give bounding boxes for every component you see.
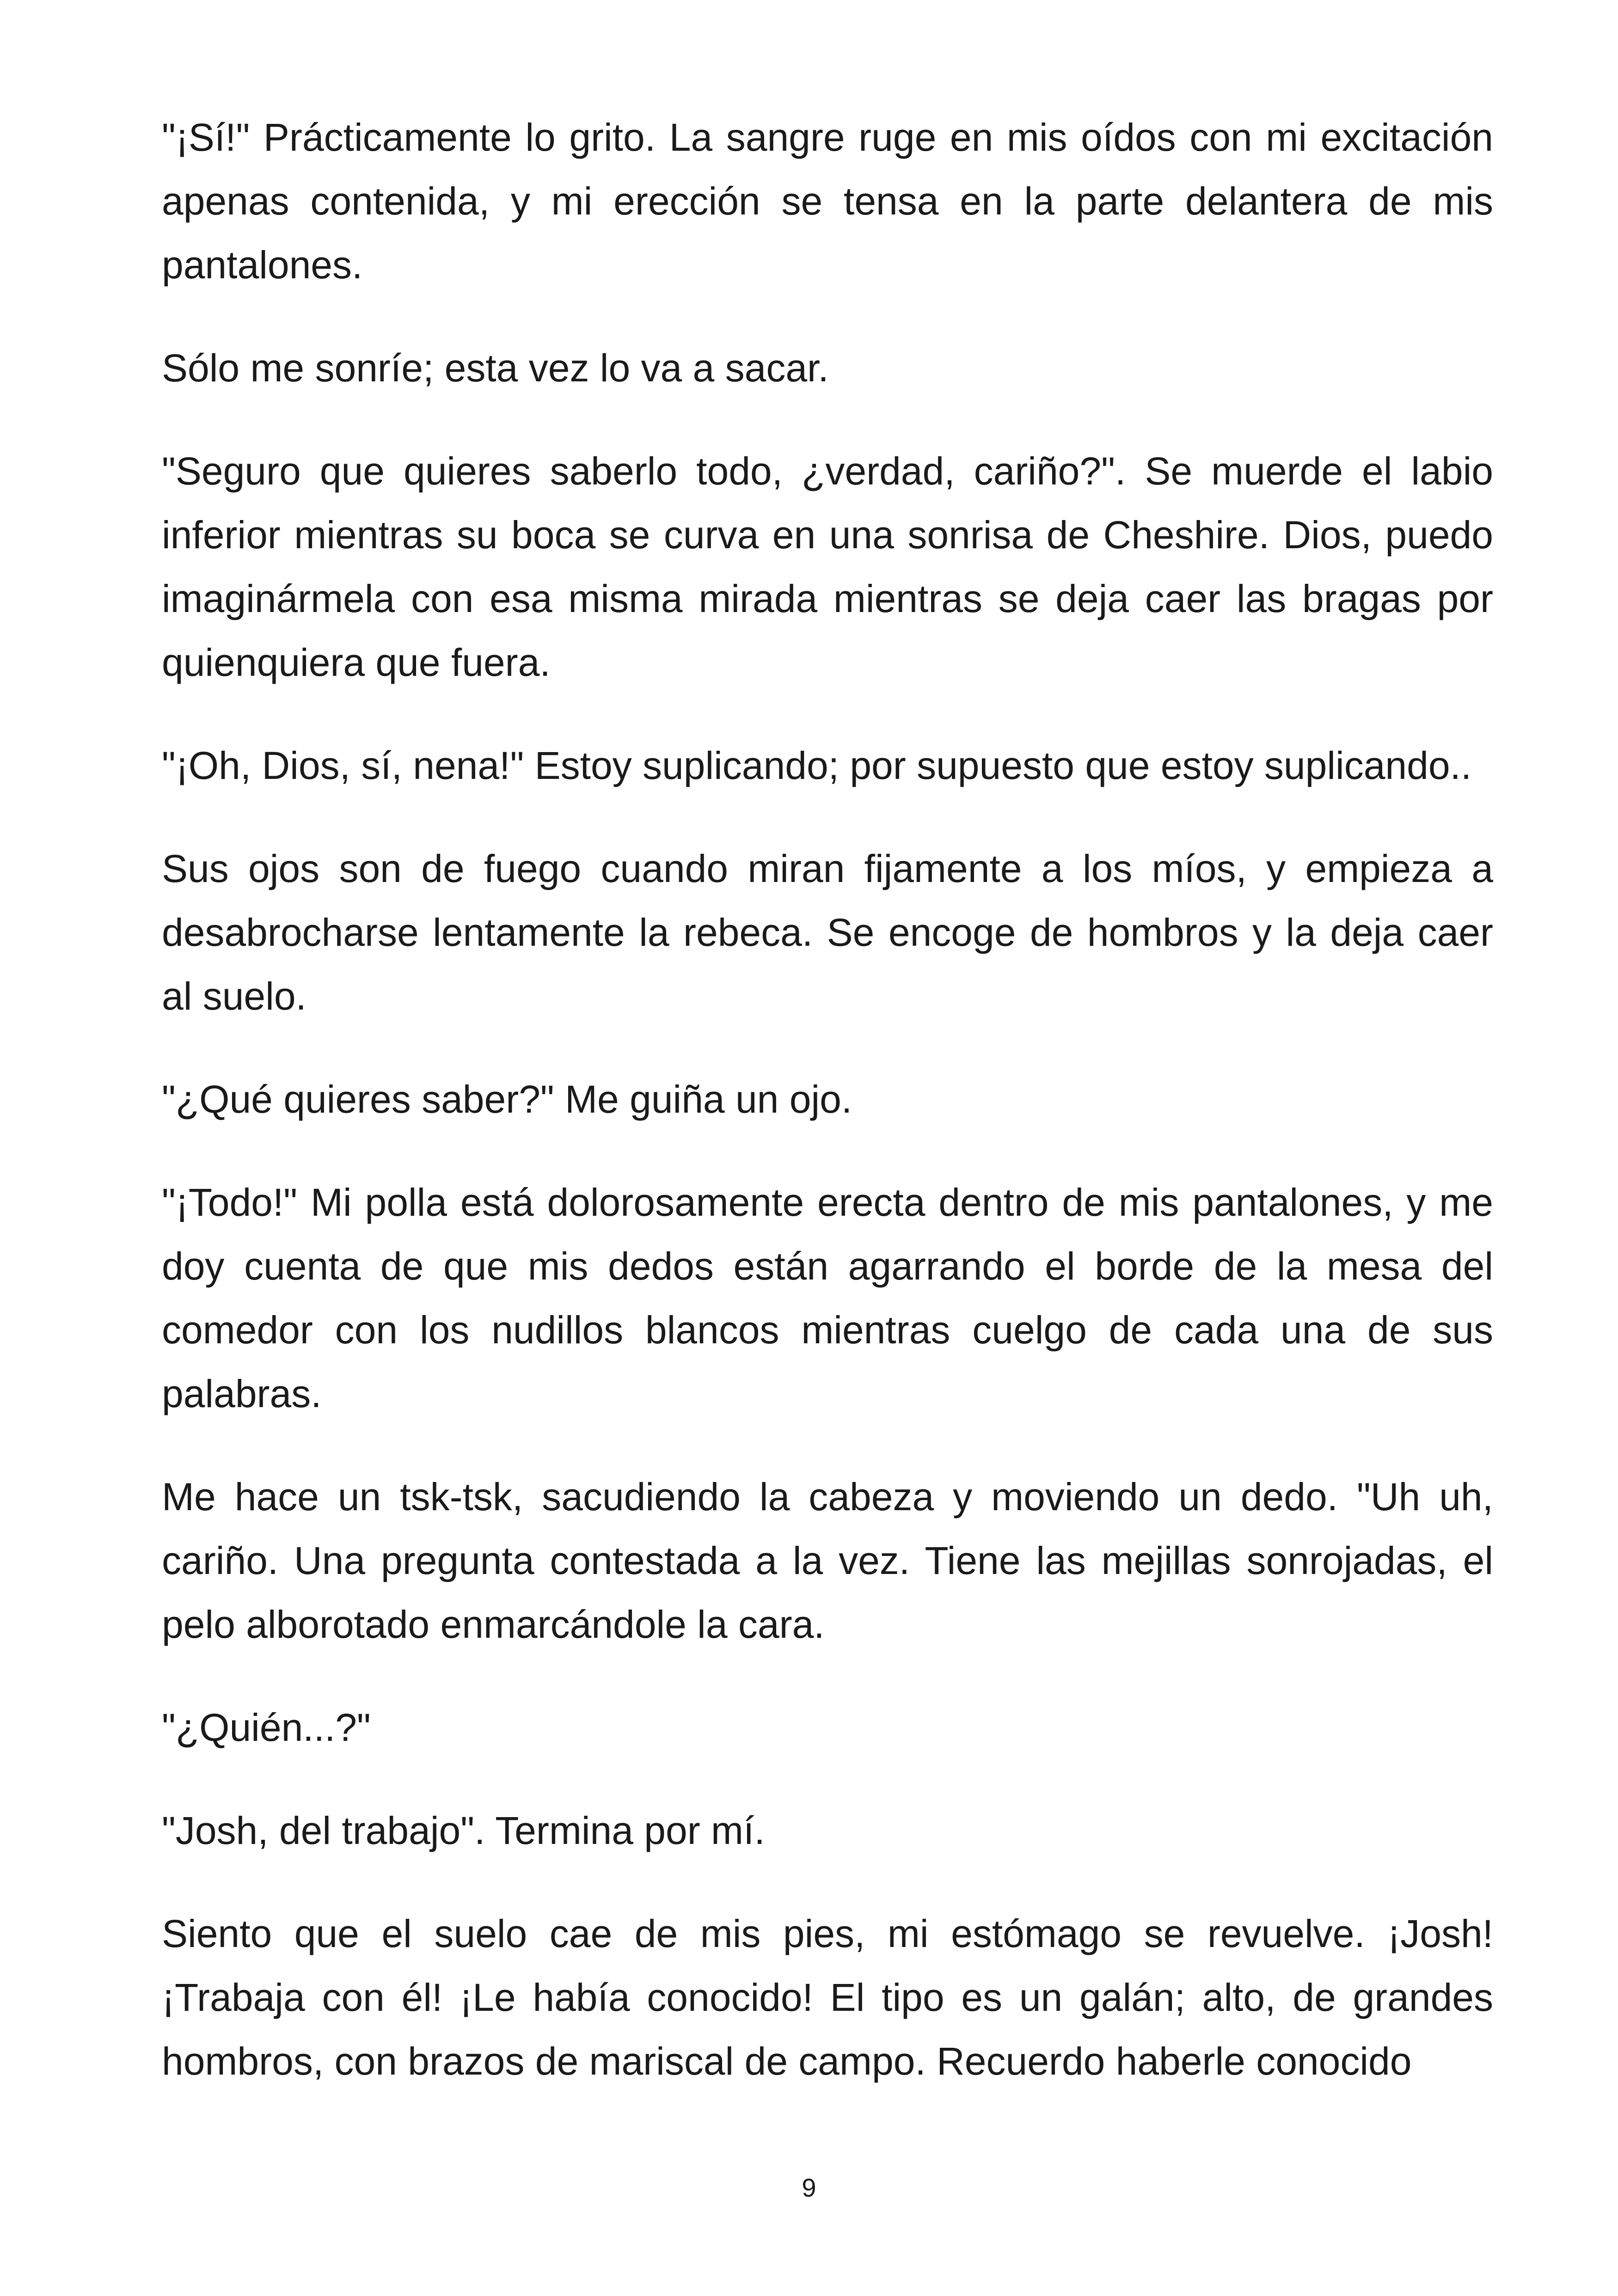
paragraph: "¿Qué quieres saber?" Me guiña un ojo. bbox=[162, 1078, 852, 1121]
paragraph: "¿Quién...?" bbox=[162, 1706, 371, 1749]
paragraph: "Seguro que quieres saberlo todo, ¿verdad, cariño?". Se muerde el labio inferior mientras su boca se curva en una sonrisa de Cheshire. Dios, puedo imaginármela con esa misma mirada mientras se deja caer las bragas por quienquiera que fuera. bbox=[162, 449, 1493, 684]
paragraph: Me hace un tsk-tsk, sacudiendo la cabeza y moviendo un dedo. "Uh uh, cariño. Una pregunta contestada a la vez. Tiene las mejillas sonrojadas, el pelo alborotado enmarcándole la cara. bbox=[162, 1475, 1493, 1646]
body-text bbox=[162, 105, 1493, 2132]
paragraph: "¡Todo!" Mi polla está dolorosamente erecta dentro de mis pantalones, y me doy cuenta de que mis dedos están agarrando el borde de la mesa del comedor con los nudillos blancos mientras cuelgo de cada una de sus palabras. bbox=[162, 1181, 1493, 1415]
paragraph: "Josh, del trabajo". Termina por mí. bbox=[162, 1809, 765, 1852]
paragraph: Siento que el suelo cae de mis pies, mi estómago se revuelve. ¡Josh! ¡Trabaja con él! ¡Le había conocido! El tipo es un galán; alto, de grandes hombros, con brazos de mariscal de campo. Recuerdo haberle conocido bbox=[162, 1912, 1493, 2083]
paragraph: Sólo me sonríe; esta vez lo va a sacar. bbox=[162, 346, 829, 390]
paragraph: "¡Sí!" Prácticamente lo grito. La sangre ruge en mis oídos con mi excitación apenas contenida, y mi erección se tensa en la parte delantera de mis pantalones. bbox=[162, 116, 1493, 287]
page-number: 9 bbox=[802, 2173, 816, 2202]
paragraph: Sus ojos son de fuego cuando miran fijamente a los míos, y empieza a desabrocharse lentamente la rebeca. Se encoge de hombros y la deja caer al suelo. bbox=[162, 847, 1493, 1018]
paragraph: "¡Oh, Dios, sí, nena!" Estoy suplicando; por supuesto que estoy suplicando.. bbox=[162, 744, 1472, 787]
